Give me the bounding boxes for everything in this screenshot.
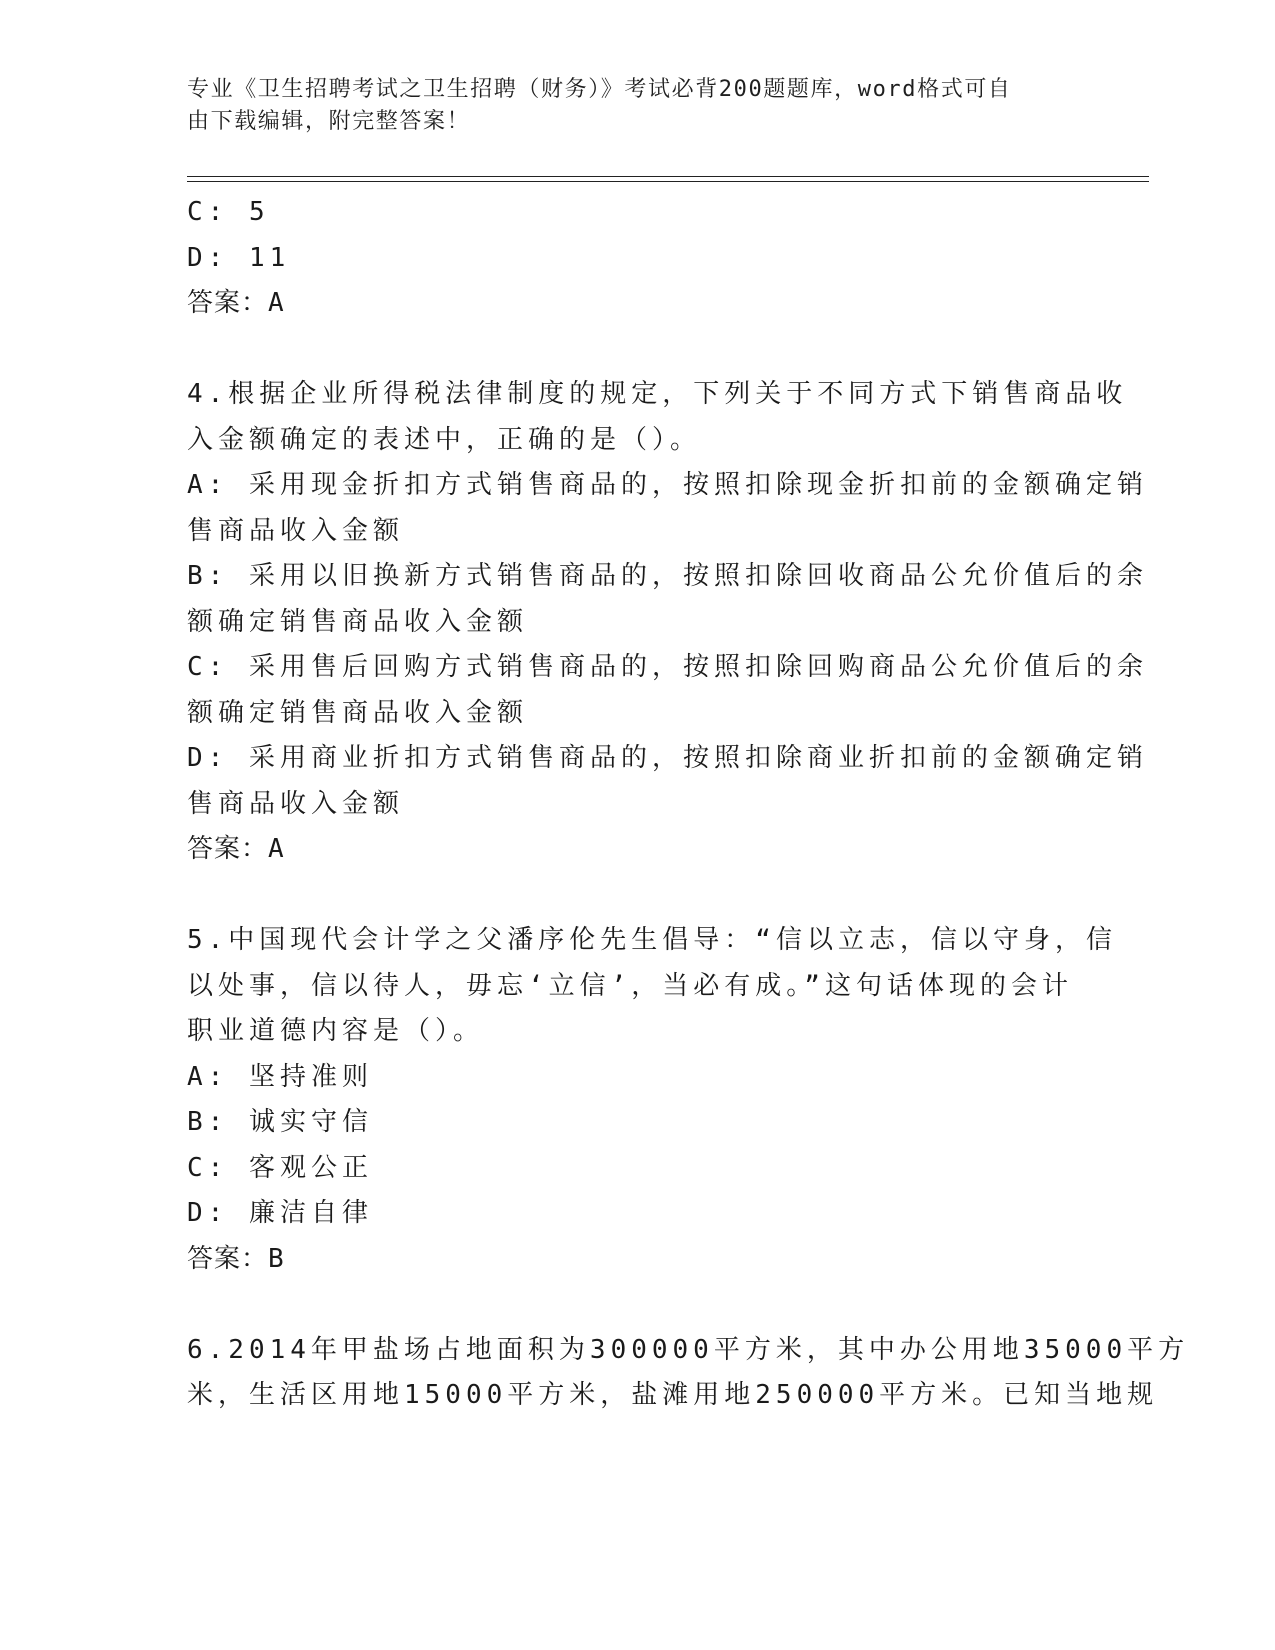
question-6 xyxy=(187,1328,1190,1419)
question-4-option-a-continued: 售商品收入金额 xyxy=(187,515,405,546)
question-3-answer: 答案：A xyxy=(187,288,285,318)
question-4-option-c: C: 采用售后回购方式销售商品的，按照扣除回购商品公允价值后的余 xyxy=(187,652,1148,682)
document-body xyxy=(187,190,1190,1419)
header-rule-top xyxy=(187,176,1149,177)
question-5-option-a: A: 坚持准则 xyxy=(187,1061,373,1092)
question-4-stem: 4.根据企业所得税法律制度的规定，下列关于不同方式下销售商品收 xyxy=(187,379,1128,409)
spacer xyxy=(187,1282,1087,1328)
question-4-stem-continued: 入金额确定的表述中，正确的是（）。 xyxy=(187,424,702,455)
question-4-option-d: D: 采用商业折扣方式销售商品的，按照扣除商业折扣前的金额确定销 xyxy=(187,743,1148,773)
question-6-stem: 6.2014年甲盐场占地面积为300000平方米，其中办公用地35000平方 xyxy=(187,1334,1190,1365)
header-rule-bottom xyxy=(187,181,1149,182)
question-5-option-b: B: 诚实守信 xyxy=(187,1107,373,1137)
question-4-option-b: B: 采用以旧换新方式销售商品的，按照扣除回收商品公允价值后的余 xyxy=(187,561,1148,591)
question-4-option-c-continued: 额确定销售商品收入金额 xyxy=(187,697,529,728)
question-3-fragment xyxy=(187,190,1087,327)
question-5-stem: 5.中国现代会计学之父潘序伦先生倡导：“信以立志，信以守身，信 xyxy=(187,925,1117,955)
question-4-option-a: A: 采用现金折扣方式销售商品的，按照扣除现金折扣前的金额确定销 xyxy=(187,470,1148,500)
question-4-answer: 答案：A xyxy=(187,834,285,864)
header-title-line-2: 由下载编辑，附完整答案！ xyxy=(187,109,471,134)
question-3-option-c: C: 5 xyxy=(187,197,270,227)
header-title-line-1: 专业《卫生招聘考试之卫生招聘（财务）》考试必背200题题库，word格式可自 xyxy=(187,77,1012,102)
question-5-option-d: D: 廉洁自律 xyxy=(187,1198,373,1228)
question-5-option-c: C: 客观公正 xyxy=(187,1152,373,1183)
spacer xyxy=(187,327,1087,373)
question-3-option-d: D: 11 xyxy=(187,242,291,273)
question-5-answer: 答案：B xyxy=(187,1243,285,1274)
question-5 xyxy=(187,918,1117,1282)
question-6-stem-continued: 米，生活区用地15000平方米，盐滩用地250000平方米。已知当地规 xyxy=(187,1380,1159,1410)
question-4 xyxy=(187,372,1148,873)
spacer xyxy=(187,873,1087,919)
question-5-stem-continued: 以处事，信以待人，毋忘‘立信’，当必有成。”这句话体现的会计 xyxy=(187,970,1073,1001)
question-4-option-b-continued: 额确定销售商品收入金额 xyxy=(187,606,529,637)
question-4-option-d-continued: 售商品收入金额 xyxy=(187,788,405,819)
document-header xyxy=(187,74,1067,138)
question-5-stem-end: 职业道德内容是（）。 xyxy=(187,1016,485,1046)
